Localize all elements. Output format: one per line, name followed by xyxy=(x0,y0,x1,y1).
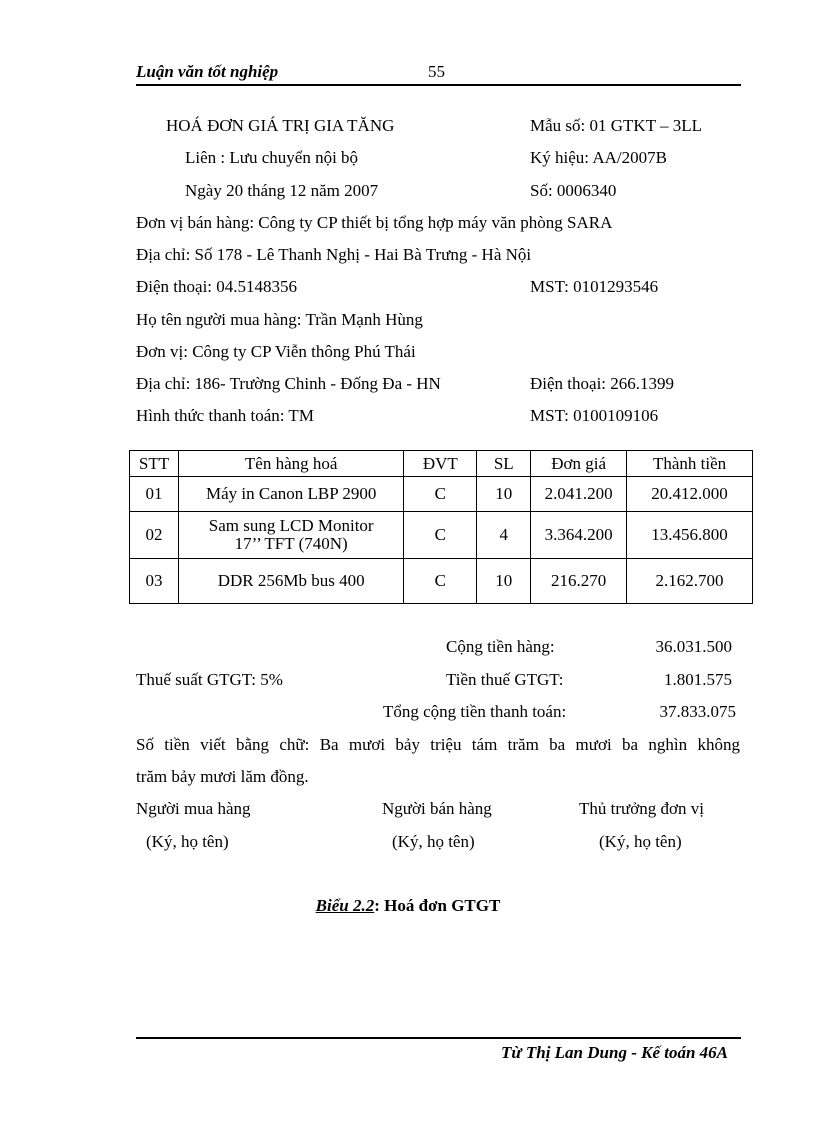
cell-qty: 4 xyxy=(477,512,531,559)
invoice-table xyxy=(129,450,753,604)
signature-note-seller: (Ký, họ tên) xyxy=(392,832,475,851)
cell-price: 216.270 xyxy=(531,559,627,604)
invoice-symbol: Ký hiệu: AA/2007B xyxy=(530,148,667,167)
col-amount: Thành tiền xyxy=(627,451,753,477)
buyer-address: Địa chỉ: 186- Trường Chinh - Đống Đa - HN xyxy=(136,374,441,393)
table-row xyxy=(130,559,753,604)
subtotal-label: Cộng tiền hàng: xyxy=(446,637,555,656)
amount-in-words-line2: trăm bảy mươi lăm đồng. xyxy=(136,767,309,786)
invoice-date: Ngày 20 tháng 12 năm 2007 xyxy=(185,181,379,200)
total-label: Tổng cộng tiền thanh toán: xyxy=(383,702,567,721)
cell-name xyxy=(178,512,403,559)
figure-caption xyxy=(0,896,816,916)
col-price: Đơn giá xyxy=(531,451,627,477)
seller-tax-code: MST: 0101293546 xyxy=(530,277,659,296)
cell-unit: C xyxy=(404,559,477,604)
cell-price: 3.364.200 xyxy=(531,512,627,559)
signature-note-head: (Ký, họ tên) xyxy=(599,832,682,851)
invoice-title: HOÁ ĐƠN GIÁ TRỊ GIA TĂNG xyxy=(166,116,395,135)
payment-method: Hình thức thanh toán: TM xyxy=(136,406,314,425)
cell-name: Máy in Canon LBP 2900 xyxy=(178,477,403,512)
col-unit: ĐVT xyxy=(404,451,477,477)
form-number: Mẫu số: 01 GTKT – 3LL xyxy=(530,116,703,135)
vat-rate: Thuế suất GTGT: 5% xyxy=(136,670,283,689)
col-stt: STT xyxy=(130,451,179,477)
cell-unit: C xyxy=(404,512,477,559)
buyer-phone: Điện thoại: 266.1399 xyxy=(530,374,675,393)
col-name: Tên hàng hoá xyxy=(178,451,403,477)
header-rule xyxy=(136,84,741,86)
signature-buyer: Người mua hàng xyxy=(136,799,251,818)
subtotal-value: 36.031.500 xyxy=(655,637,732,656)
cell-price: 2.041.200 xyxy=(531,477,627,512)
cell-amount: 2.162.700 xyxy=(627,559,753,604)
invoice-number: Số: 0006340 xyxy=(530,181,617,200)
cell-amount: 13.456.800 xyxy=(627,512,753,559)
cell-stt: 02 xyxy=(130,512,179,559)
cell-stt: 01 xyxy=(130,477,179,512)
header-title: Luận văn tốt nghiệp xyxy=(136,62,279,81)
total-value: 37.833.075 xyxy=(659,702,736,721)
footer-author: Từ Thị Lan Dung - Kế toán 46A xyxy=(501,1043,728,1062)
cell-name-line2: 17’’ TFT (740N) xyxy=(234,534,348,553)
buyer-unit: Đơn vị: Công ty CP Viễn thông Phú Thái xyxy=(136,342,416,361)
cell-amount: 20.412.000 xyxy=(627,477,753,512)
seller-phone: Điện thoại: 04.5148356 xyxy=(136,277,298,296)
cell-name-line1: Sam sung LCD Monitor xyxy=(208,516,374,535)
caption-text: : Hoá đơn GTGT xyxy=(374,896,501,915)
signature-seller: Người bán hàng xyxy=(382,799,492,818)
table-row xyxy=(130,512,753,559)
cell-unit: C xyxy=(404,477,477,512)
amount-in-words-line1: Số tiền viết bằng chữ: Ba mươi bảy triệu tám trăm ba mươi ba nghìn không xyxy=(136,735,740,754)
signature-head: Thủ trưởng đơn vị xyxy=(579,799,704,818)
table-row xyxy=(130,477,753,512)
vat-value: 1.801.575 xyxy=(664,670,732,689)
buyer-name: Họ tên người mua hàng: Trần Mạnh Hùng xyxy=(136,310,423,329)
vat-label: Tiền thuế GTGT: xyxy=(446,670,564,689)
signature-note-buyer: (Ký, họ tên) xyxy=(146,832,229,851)
invoice-copy: Liên : Lưu chuyển nội bộ xyxy=(185,148,359,167)
cell-stt: 03 xyxy=(130,559,179,604)
buyer-tax-code: MST: 0100109106 xyxy=(530,406,659,425)
seller-address: Địa chỉ: Số 178 - Lê Thanh Nghị - Hai Bà Trưng - Hà Nội xyxy=(136,245,532,264)
cell-qty: 10 xyxy=(477,477,531,512)
footer-rule xyxy=(136,1037,741,1039)
cell-name: DDR 256Mb bus 400 xyxy=(178,559,403,604)
seller-unit: Đơn vị bán hàng: Công ty CP thiết bị tổng hợp máy văn phòng SARA xyxy=(136,213,613,232)
table-header-row xyxy=(130,451,753,477)
caption-label: Biểu 2.2 xyxy=(315,896,375,915)
cell-qty: 10 xyxy=(477,559,531,604)
page-number: 55 xyxy=(428,62,445,81)
col-qty: SL xyxy=(477,451,531,477)
